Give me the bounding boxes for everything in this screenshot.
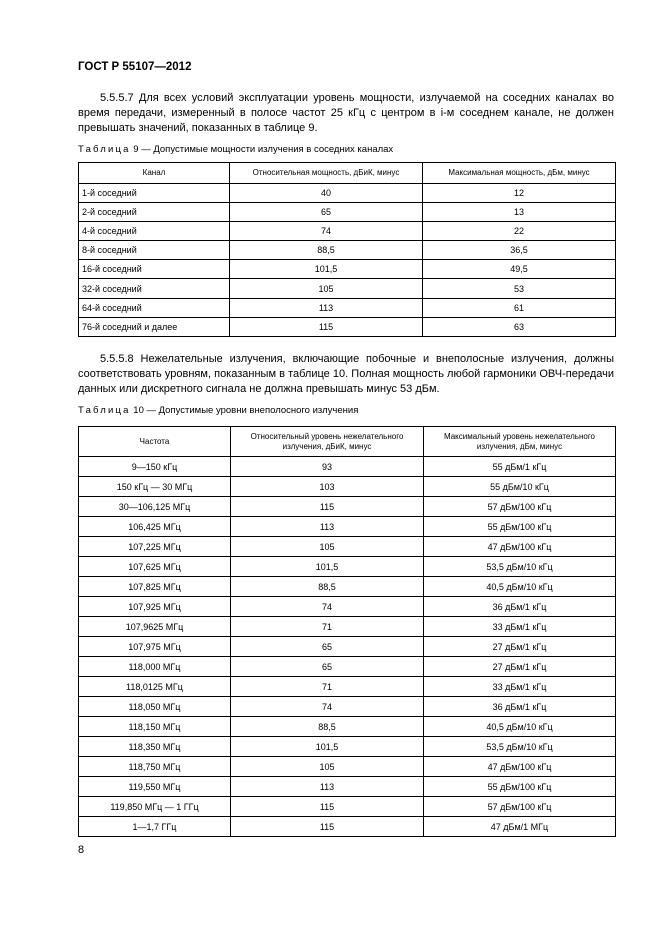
table10 (78, 426, 616, 837)
table-cell: 119,550 МГц (79, 777, 231, 797)
table-cell: 105 (231, 537, 424, 557)
table-cell: 55 дБм/100 кГц (424, 777, 616, 797)
table-row (79, 537, 616, 557)
table-cell: 118,050 МГц (79, 697, 231, 717)
table-row (79, 637, 616, 657)
table-cell: 88,5 (231, 717, 424, 737)
table-cell: 113 (230, 298, 423, 317)
table-cell: 118,0125 МГц (79, 677, 231, 697)
table9 (78, 162, 616, 337)
table-cell: 88,5 (231, 577, 424, 597)
table-cell: 65 (230, 203, 423, 222)
table-cell: 106,425 МГц (79, 517, 231, 537)
table-cell: 65 (231, 657, 424, 677)
table-cell: 1-й соседний (79, 184, 230, 203)
paragraph-text: 5.5.5.7 Для всех условий эксплуатации уровень мощности, излучаемой на соседних каналах во время передачи, измеренный в полосе частот 25 кГц с центром в i-м соседнем канале, не должен превышать значений, показанных в таблице 9. (78, 92, 614, 134)
table-row (79, 777, 616, 797)
table-row (79, 717, 616, 737)
table9-caption-text: 9 — Допустимые мощности излучения в соседних каналах (130, 144, 394, 155)
table-cell: 107,9625 МГц (79, 617, 231, 637)
table-cell: 118,750 МГц (79, 757, 231, 777)
table9-caption (78, 144, 393, 155)
table-row (79, 677, 616, 697)
paragraph-5-5-5-7 (78, 91, 614, 136)
table-cell: 71 (231, 617, 424, 637)
table-cell: 113 (231, 777, 424, 797)
table10-header-cell: Частота (79, 427, 231, 457)
table-cell: 13 (423, 203, 616, 222)
table-cell: 105 (231, 757, 424, 777)
table-cell: 76-й соседний и далее (79, 317, 230, 336)
table10-caption (78, 405, 358, 416)
table-cell: 101,5 (231, 737, 424, 757)
table9-header-cell: Относительная мощность, дБиК, минус (230, 163, 423, 184)
table-row (79, 657, 616, 677)
document-header: ГОСТ Р 55107—2012 (78, 61, 192, 73)
table-cell: 64-й соседний (79, 298, 230, 317)
table-row (79, 241, 616, 260)
table-cell: 71 (231, 677, 424, 697)
table9-header-row (79, 163, 616, 184)
table-row (79, 222, 616, 241)
table-cell: 118,350 МГц (79, 737, 231, 757)
table-cell: 55 дБм/1 кГц (424, 457, 616, 477)
table-cell: 16-й соседний (79, 260, 230, 279)
table-cell: 27 дБм/1 кГц (424, 657, 616, 677)
table-row (79, 317, 616, 336)
table-cell: 107,925 МГц (79, 597, 231, 617)
table-cell: 63 (423, 317, 616, 336)
table-row (79, 477, 616, 497)
table-row (79, 597, 616, 617)
table-cell: 49,5 (423, 260, 616, 279)
table-cell: 1—1,7 ГГц (79, 817, 231, 837)
table-cell: 107,975 МГц (79, 637, 231, 657)
table10-body (79, 457, 616, 837)
table-cell: 36 дБм/1 кГц (424, 597, 616, 617)
table-row (79, 617, 616, 637)
table-row (79, 298, 616, 317)
table-cell: 30—106,125 МГц (79, 497, 231, 517)
table-cell: 105 (230, 279, 423, 298)
table-cell: 107,825 МГц (79, 577, 231, 597)
table-cell: 118,150 МГц (79, 717, 231, 737)
table-cell: 55 дБм/10 кГц (424, 477, 616, 497)
table-cell: 115 (231, 817, 424, 837)
table-row (79, 497, 616, 517)
table-cell: 74 (231, 597, 424, 617)
table-row (79, 797, 616, 817)
table9-body (79, 184, 616, 337)
table-cell: 9—150 кГц (79, 457, 231, 477)
table-cell: 74 (231, 697, 424, 717)
table9-header-cell: Максимальная мощность, дБм, минус (423, 163, 616, 184)
table-cell: 113 (231, 517, 424, 537)
table-row (79, 737, 616, 757)
table-cell: 40,5 дБм/10 кГц (424, 717, 616, 737)
table-cell: 107,225 МГц (79, 537, 231, 557)
table-row (79, 184, 616, 203)
table-cell: 33 дБм/1 кГц (424, 677, 616, 697)
table10-header-cell: Относительный уровень нежелательного излучения, дБиК, минус (231, 427, 424, 457)
table-cell: 22 (423, 222, 616, 241)
table-cell: 115 (230, 317, 423, 336)
table-row (79, 260, 616, 279)
table-cell: 27 дБм/1 кГц (424, 637, 616, 657)
table-cell: 103 (231, 477, 424, 497)
table-cell: 57 дБм/100 кГц (424, 497, 616, 517)
table-cell: 53 (423, 279, 616, 298)
table-cell: 55 дБм/100 кГц (424, 517, 616, 537)
table-cell: 36,5 (423, 241, 616, 260)
table-cell: 107,625 МГц (79, 557, 231, 577)
paragraph-5-5-5-8 (78, 352, 614, 397)
table-cell: 40 (230, 184, 423, 203)
table-row (79, 557, 616, 577)
table-cell: 47 дБм/100 кГц (424, 757, 616, 777)
table-cell: 93 (231, 457, 424, 477)
table-cell: 150 кГц — 30 МГц (79, 477, 231, 497)
table-cell: 57 дБм/100 кГц (424, 797, 616, 817)
table-cell: 65 (231, 637, 424, 657)
table-cell: 53,5 дБм/10 кГц (424, 557, 616, 577)
paragraph-text: 5.5.5.8 Нежелательные излучения, включающие побочные и внеполосные излучения, должны соответствовать уровням, показанным в таблице 10. Полная мощность любой гармоники ОВЧ-передачи данных или дискретного сигнала не должна превышать минус 53 дБм. (78, 353, 614, 395)
table-row (79, 517, 616, 537)
table-cell: 33 дБм/1 кГц (424, 617, 616, 637)
table10-caption-prefix: Таблица (78, 405, 131, 416)
table-cell: 101,5 (230, 260, 423, 279)
table-row (79, 697, 616, 717)
table-cell: 12 (423, 184, 616, 203)
table-cell: 32-й соседний (79, 279, 230, 298)
table-cell: 74 (230, 222, 423, 241)
table-cell: 118,000 МГц (79, 657, 231, 677)
table9-header-cell: Канал (79, 163, 230, 184)
table-cell: 115 (231, 497, 424, 517)
table-row (79, 279, 616, 298)
table-cell: 88,5 (230, 241, 423, 260)
table-cell: 8-й соседний (79, 241, 230, 260)
table10-caption-text: 10 — Допустимые уровни внеполосного излучения (130, 405, 359, 416)
table-cell: 4-й соседний (79, 222, 230, 241)
table9-caption-prefix: Таблица (78, 144, 131, 155)
table-cell: 53,5 дБм/10 кГц (424, 737, 616, 757)
table-cell: 36 дБм/1 кГц (424, 697, 616, 717)
table-cell: 61 (423, 298, 616, 317)
table-cell: 101,5 (231, 557, 424, 577)
table-cell: 119,850 МГц — 1 ГГц (79, 797, 231, 817)
table-cell: 47 дБм/1 МГц (424, 817, 616, 837)
table-row (79, 817, 616, 837)
table-cell: 47 дБм/100 кГц (424, 537, 616, 557)
table-cell: 115 (231, 797, 424, 817)
page-number: 8 (78, 844, 85, 856)
table-row (79, 457, 616, 477)
table10-header-row (79, 427, 616, 457)
table10-header-cell: Максимальный уровень нежелательного излучения, дБм, минус (424, 427, 616, 457)
table-cell: 40,5 дБм/10 кГц (424, 577, 616, 597)
table-row (79, 203, 616, 222)
table-row (79, 577, 616, 597)
table-row (79, 757, 616, 777)
table-cell: 2-й соседний (79, 203, 230, 222)
